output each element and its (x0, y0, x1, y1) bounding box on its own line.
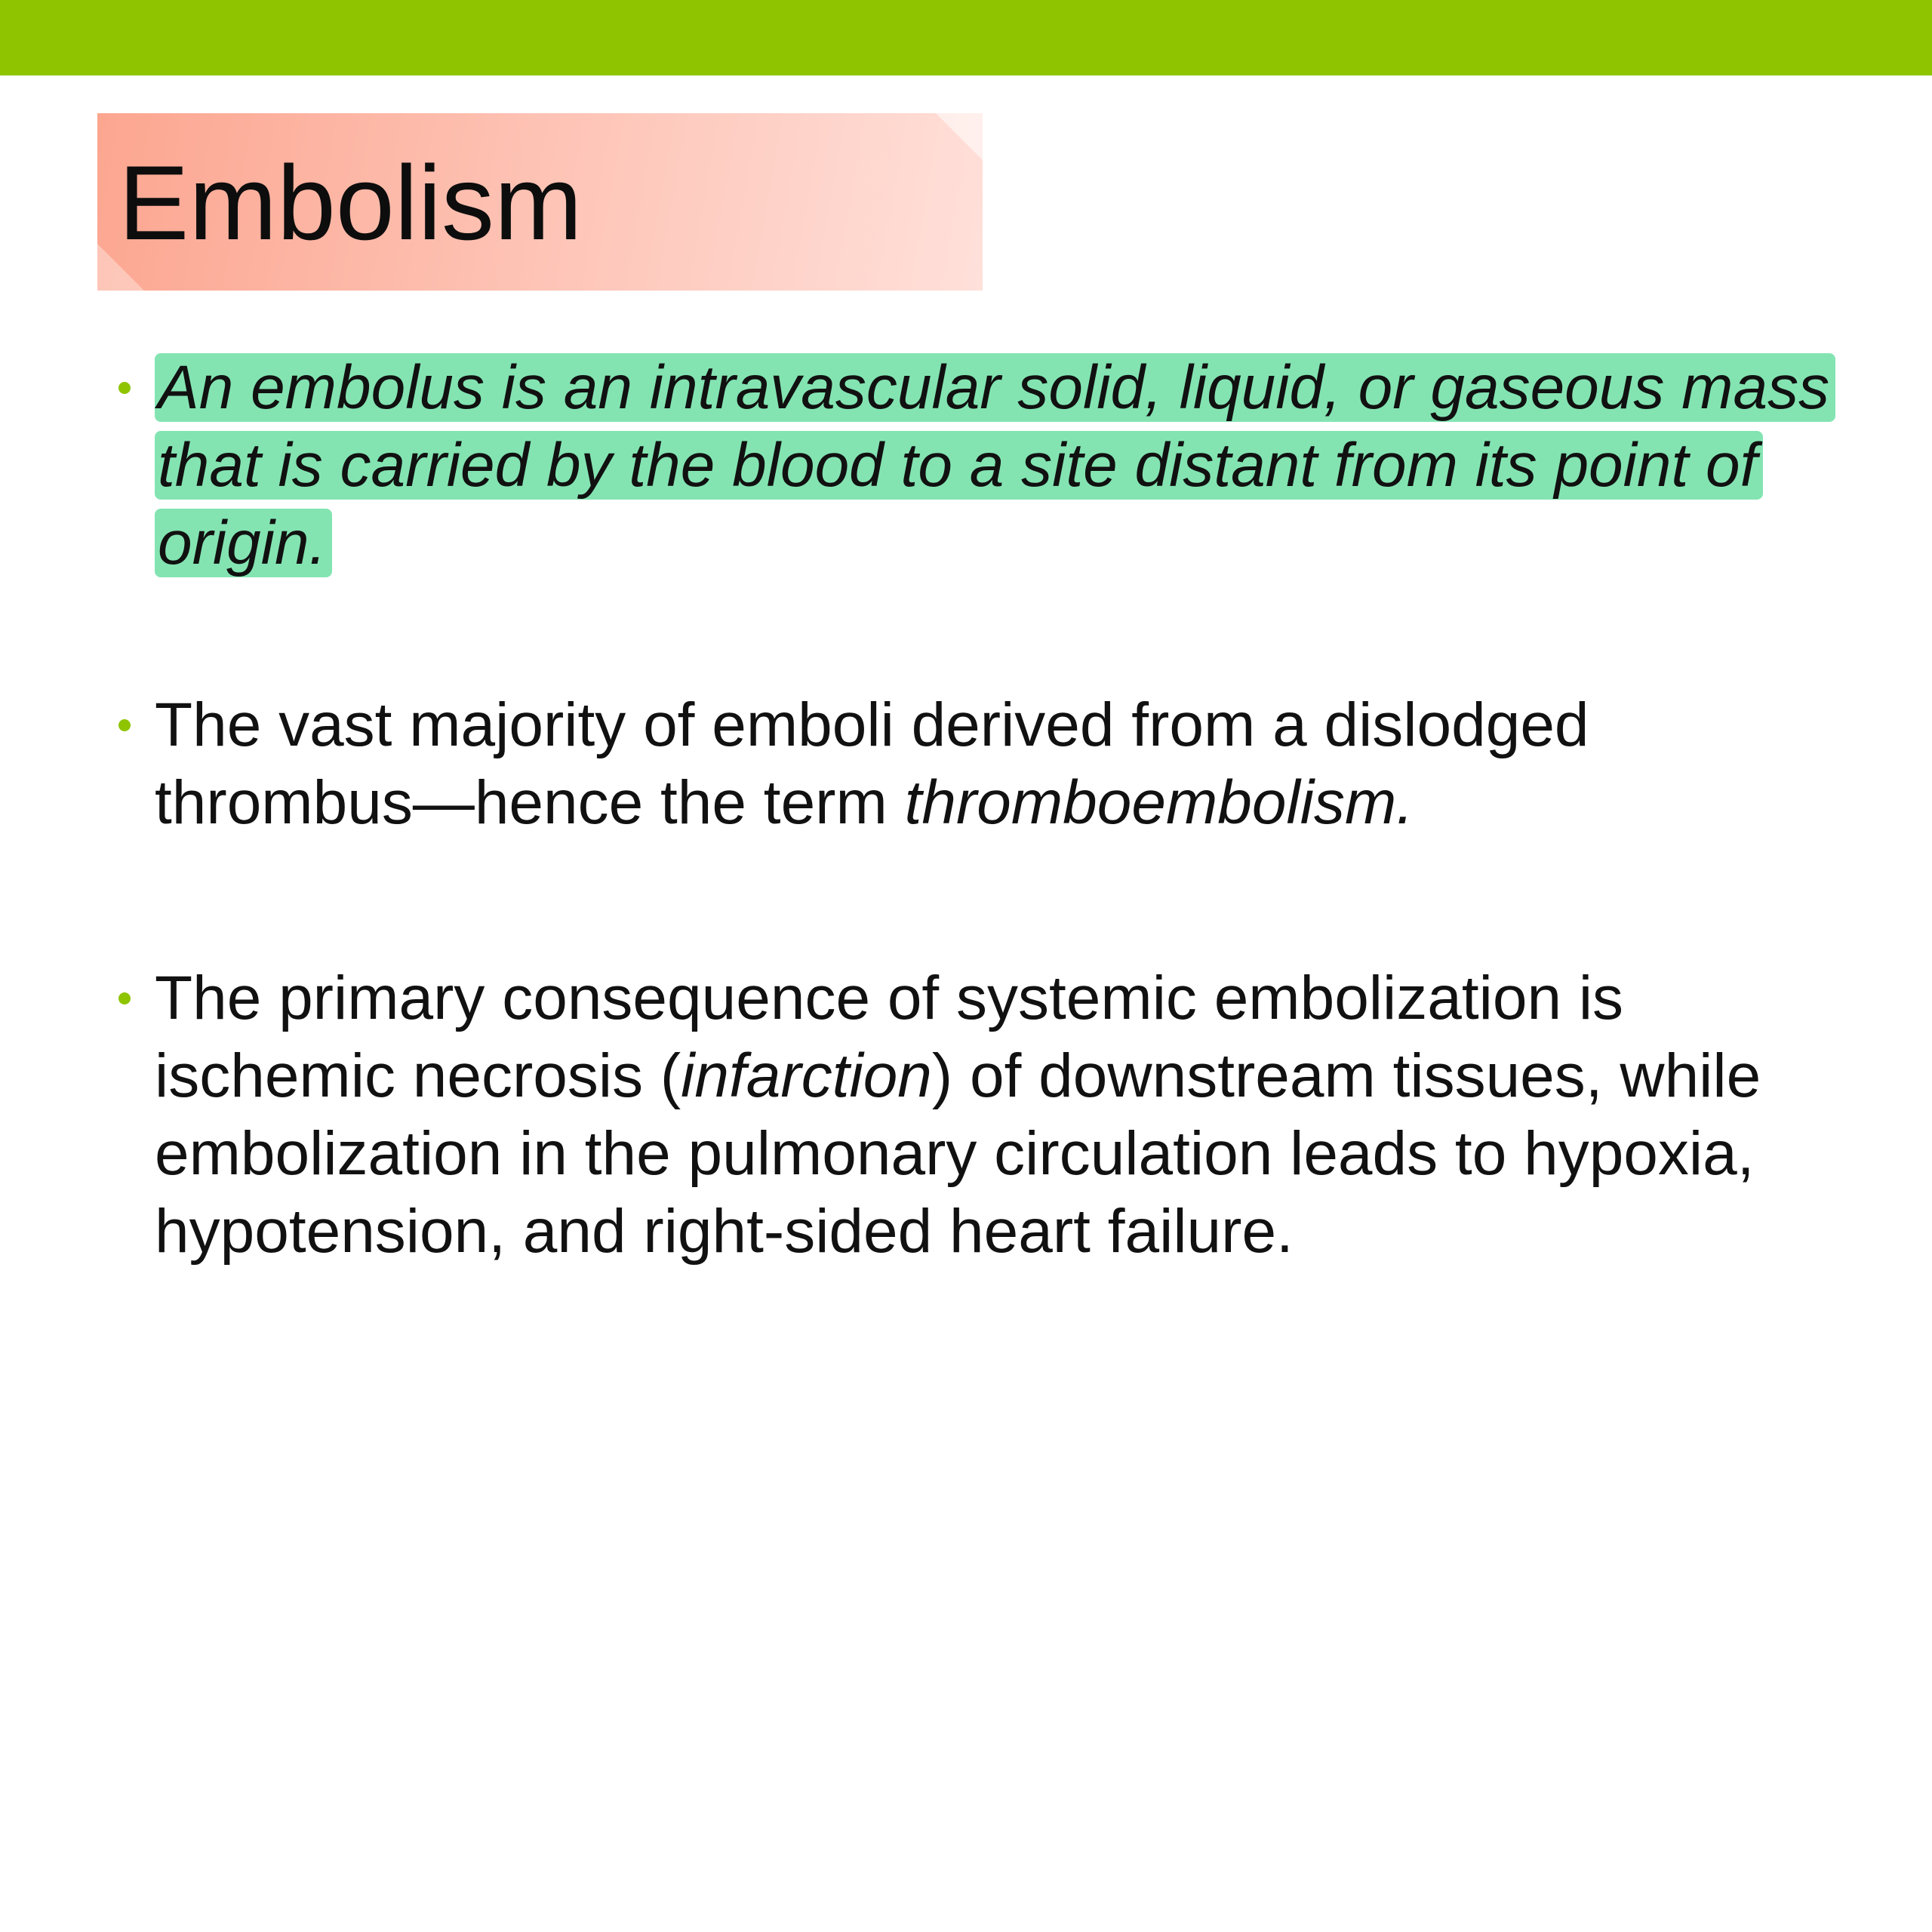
bullet-dot-icon (118, 382, 131, 394)
bullet-dot-icon (118, 992, 131, 1004)
top-accent-bar (0, 0, 1932, 75)
bullet-text: The primary consequence of systemic embolization is ischemic necrosis ( (155, 964, 1624, 1110)
bullet-italic-term: thromboembolism. (904, 768, 1414, 837)
bullet-item-consequence (113, 959, 1834, 1270)
title-banner-fold-top-right (936, 113, 983, 160)
bullet-item-thromboembolism (113, 686, 1834, 841)
bullet-dot-icon (118, 719, 131, 731)
bullet-list (113, 349, 1834, 1270)
bullet-text: The vast majority of emboli derived from a dislodged thrombus—hence the term (155, 691, 1589, 837)
title-banner (97, 113, 983, 291)
bullet-item-definition (113, 349, 1834, 582)
bullet-text-continued: ) of downstream tissues, while embolization in the pulmonary circulation leads to hypoxia, hypotension, and right-sided heart failure. (155, 1041, 1761, 1266)
highlighted-definition-text: An embolus is an intravascular solid, liquid, or gaseous mass that is carried by the blood to a site distant from its point of origin. (155, 353, 1835, 577)
slide-title: Embolism (118, 143, 583, 262)
bullet-italic-term: infarction (681, 1041, 932, 1110)
